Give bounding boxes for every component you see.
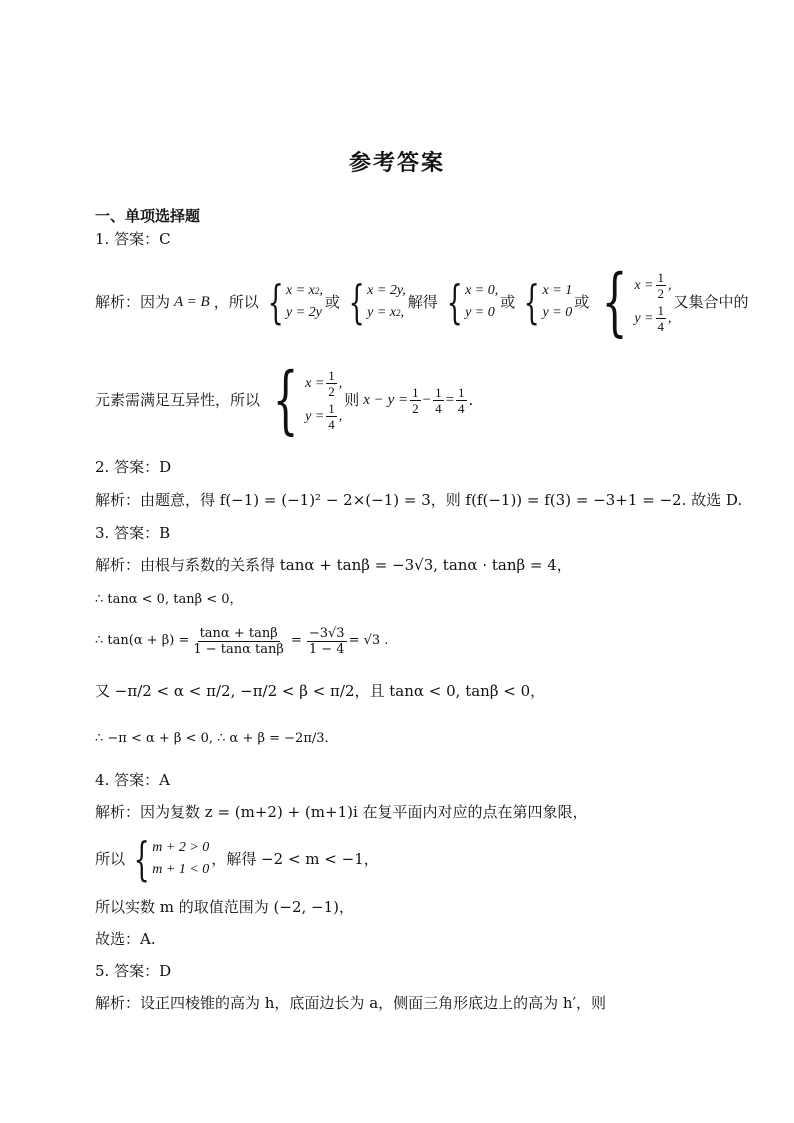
q4-analysis-line1: 解析：因为复数 z = (m+2) + (m+1)i 在复平面内对应的点在第四象限， — [95, 803, 588, 821]
system-3: { x = 0, y = 0 — [446, 275, 499, 329]
system-6: { x = $\frac{1}{2}$ , y = $\frac{1}{4}$ , — [272, 357, 343, 443]
q3-line3-end: = √3 . — [348, 633, 389, 648]
system-2: { x = 2y, y = x 2 , — [348, 275, 406, 329]
or-text: 或 — [324, 293, 340, 311]
q1-eq: x − y = — [363, 392, 409, 408]
q4-analysis-line4: 故选：A. — [95, 930, 156, 948]
system-1: { x = x 2 , y = 2y — [267, 275, 323, 329]
q1-analysis-line2: 元素需满足互异性，所以 { x = $\frac{1}{2}$ , y = $\frac{1}{4}$ , 则 x − y = $\frac{1}{2}$ − $\frac{1}{4}$ = $\frac{1}{4}$ . — [95, 357, 474, 443]
answer-2-label: 2. 答案：D — [95, 458, 172, 476]
q1-analysis-line1 — [95, 259, 749, 345]
q3-analysis-line4: 又 −π/2 < α < π/2, −π/2 < β < π/2，且 tanα < 0, tanβ < 0， — [95, 682, 546, 700]
or-text-2: 或 — [500, 293, 516, 311]
q3-analysis-line5: ∴ −π < α + β < 0, ∴ α + β = −2π/3. — [95, 731, 329, 746]
system-q4: { m + 2 > 0 m + 1 < 0 — [133, 832, 210, 886]
system-4: { x = 1 y = 0 — [523, 275, 573, 329]
q3-analysis-line2: ∴ tanα < 0, tanβ < 0， — [95, 592, 243, 607]
system-5: { x = $\frac{1}{2}$ , y = $\frac{1}{4}$ , — [601, 259, 672, 345]
section-heading: 一、单项选择题 — [95, 207, 201, 225]
ze-text: 则 — [344, 391, 360, 409]
q3-analysis-line1: 解析：由根与系数的关系得 tanα + tanβ = −3√3, tanα · tanβ = 4， — [95, 556, 572, 574]
q1-line2-prefix: 元素需满足互异性，所以 — [95, 391, 261, 409]
q2-analysis: 解析：由题意，得 f(−1) = (−1)² − 2×(−1) = 3，则 f(f(−1)) = f(3) = −3+1 = −2. 故选 D. — [95, 491, 743, 509]
answer-5-label: 5. 答案：D — [95, 962, 172, 980]
answer-1-label: 1. 答案：C — [95, 230, 171, 248]
q1-prefix: 解析：因为 — [95, 293, 171, 311]
q5-analysis-line1: 解析：设正四棱锥的高为 h，底面边长为 a，侧面三角形底边上的高为 h′，则 — [95, 994, 606, 1012]
answer-4-label: 4. 答案：A — [95, 771, 170, 789]
q4-analysis-line2 — [95, 832, 379, 886]
q1-condition: A = B — [174, 294, 210, 310]
q4-line2-end: ，解得 −2 < m < −1， — [211, 850, 379, 868]
page-title: 参考答案 — [348, 151, 445, 176]
q3-fraction-2: $\frac{-3√3}{1 - 4}$ — [308, 625, 345, 657]
q1-mid: ，所以 — [213, 293, 259, 311]
answer-3-label: 3. 答案：B — [95, 524, 171, 542]
q3-analysis-line3: ∴ tan(α + β) = $\frac{\tan\alpha + \tan\beta}{\text{1 − tanα tanβ}}$ = $\frac{-3√3}{1 - 4}$ = √3 . — [95, 625, 389, 657]
or-text-3: 或 — [574, 293, 590, 311]
q1-end: . — [468, 391, 474, 409]
q4-line2-prefix: 所以 — [95, 850, 126, 868]
solve-text: 解得 — [407, 293, 438, 311]
q3-line3-prefix: ∴ tan(α + β) = — [95, 633, 190, 648]
q3-fraction-1: $\frac{\tan\alpha + \tan\beta}{\text{1 − tanα tanβ}}$ — [193, 625, 284, 657]
q1-you-text: 又集合中的 — [673, 293, 749, 311]
q4-analysis-line3: 所以实数 m 的取值范围为 (−2, −1)， — [95, 898, 354, 916]
